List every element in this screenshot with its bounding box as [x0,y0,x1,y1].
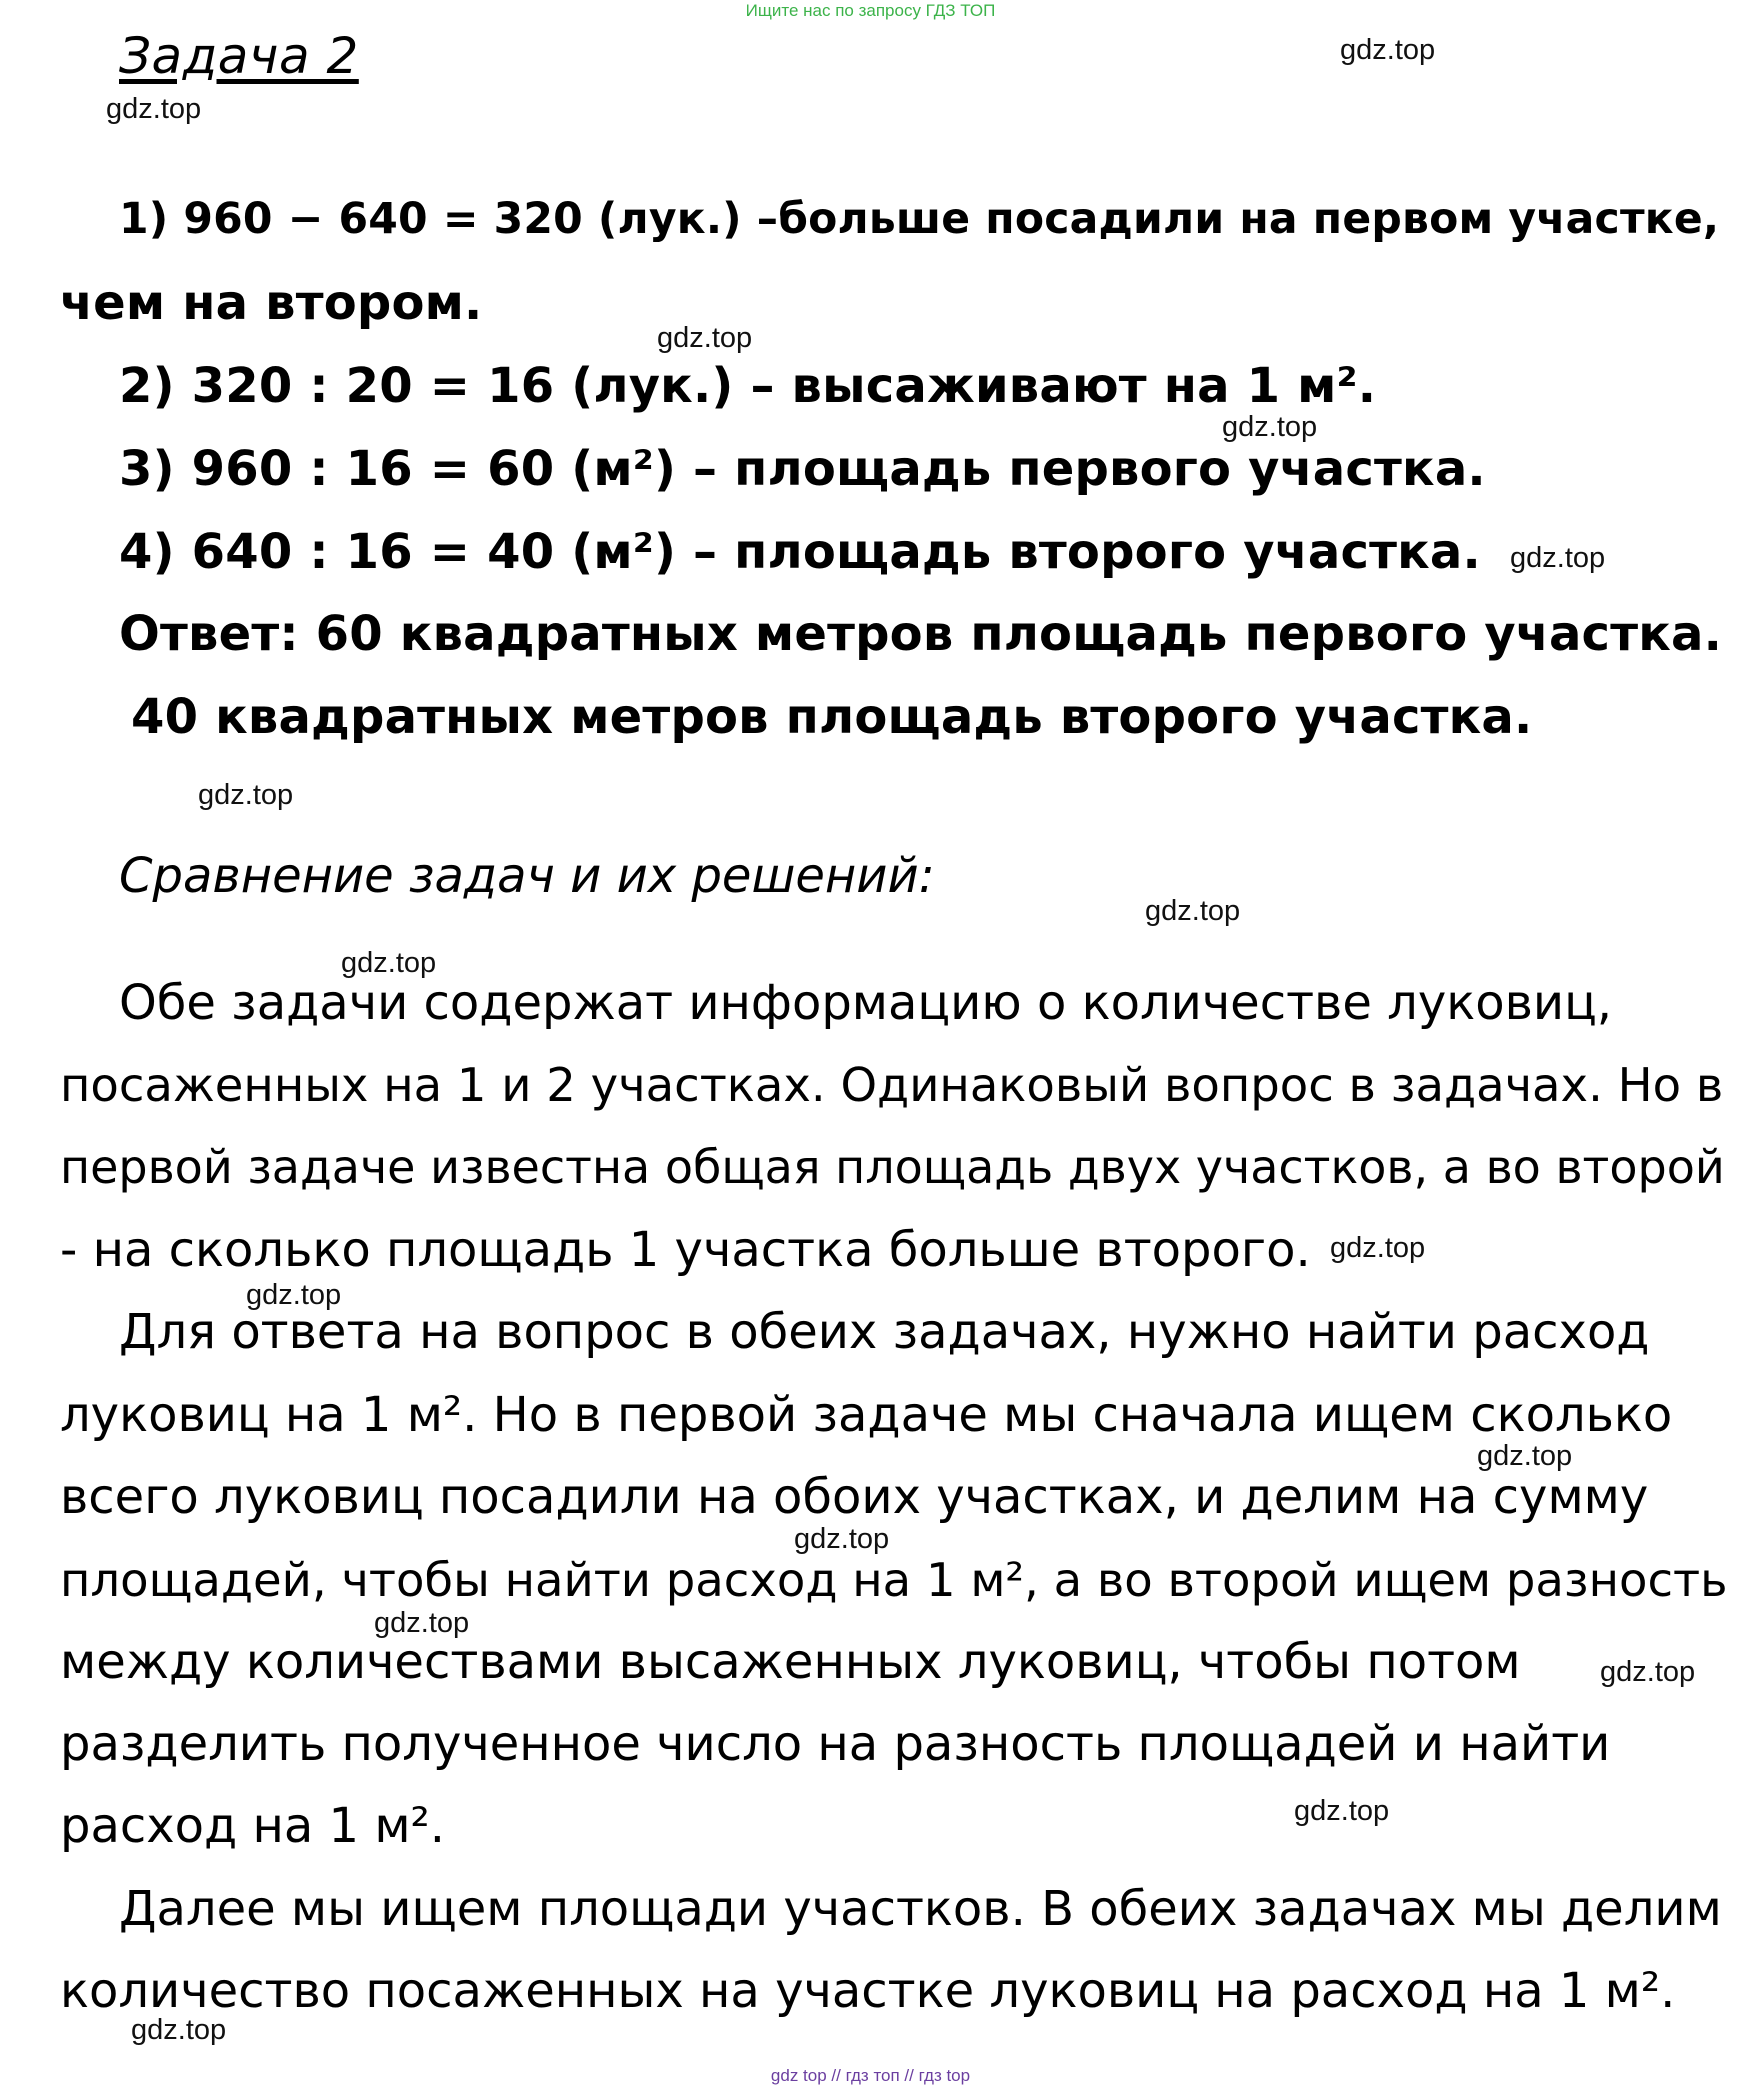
watermark: gdz.top [1330,1232,1426,1264]
solution-step-2: 2) 320 : 20 = 16 (лук.) – высаживают на 1 м². [119,358,1377,414]
watermark: gdz.top [246,1279,342,1311]
watermark: gdz.top [341,947,437,979]
paragraph-line: разделить полученное число на разность площадей и найти [60,1716,1611,1772]
solution-step-4: 4) 640 : 16 = 40 (м²) – площадь второго участка. [119,524,1481,580]
watermark: gdz.top [1600,1656,1696,1688]
paragraph-line: луковиц на 1 м². Но в первой задаче мы сначала ищем сколько [60,1387,1673,1443]
watermark: gdz.top [1294,1795,1390,1827]
watermark: gdz.top [657,322,753,354]
watermark: gdz.top [794,1523,890,1555]
watermark: gdz.top [1477,1440,1573,1472]
paragraph-line: Далее мы ищем площади участков. В обеих задачах мы делим [119,1881,1722,1937]
paragraph-line: между количествами высаженных луковиц, чтобы потом [60,1634,1521,1690]
watermark: gdz.top [374,1607,470,1639]
watermark: gdz.top [1340,34,1436,66]
paragraph-line: Обе задачи содержат информацию о количестве луковиц, [119,975,1612,1031]
watermark: gdz.top [198,779,294,811]
paragraph-line: Для ответа на вопрос в обеих задачах, нужно найти расход [119,1304,1650,1360]
top-banner: Ищите нас по запросу ГДЗ ТОП [745,1,996,20]
paragraph-line: первой задаче известна общая площадь двух участков, а во второй [60,1140,1725,1194]
watermark: gdz.top [1145,895,1241,927]
solution-step-1-continued: чем на втором. [60,275,483,331]
watermark: gdz.top [131,2014,227,2046]
watermark: gdz.top [106,93,202,125]
bottom-banner: gdz top // гдз топ // гдз top [770,2066,971,2085]
paragraph-line: - на сколько площадь 1 участка больше второго. [60,1222,1311,1278]
answer-line-2: 40 квадратных метров площадь второго участка. [131,689,1533,745]
watermark: gdz.top [1510,542,1606,574]
answer-line-1: Ответ: 60 квадратных метров площадь первого участка. [119,606,1723,662]
paragraph-line: расход на 1 м². [60,1798,446,1854]
page-title: Задача 2 [119,27,359,85]
comparison-heading: Сравнение задач и их решений: [119,848,935,904]
paragraph-line: количество посаженных на участке луковиц на расход на 1 м². [60,1963,1676,2019]
paragraph-line: посаженных на 1 и 2 участках. Одинаковый вопрос в задачах. Но в [60,1058,1724,1112]
paragraph-line: площадей, чтобы найти расход на 1 м², а во второй ищем разность [60,1553,1728,1607]
solution-step-3: 3) 960 : 16 = 60 (м²) – площадь первого участка. [119,441,1486,497]
paragraph-line: всего луковиц посадили на обоих участках, и делим на сумму [60,1469,1649,1525]
solution-step-1: 1) 960 − 640 = 320 (лук.) –больше посадили на первом участке, [119,195,1720,244]
watermark: gdz.top [1222,411,1318,443]
